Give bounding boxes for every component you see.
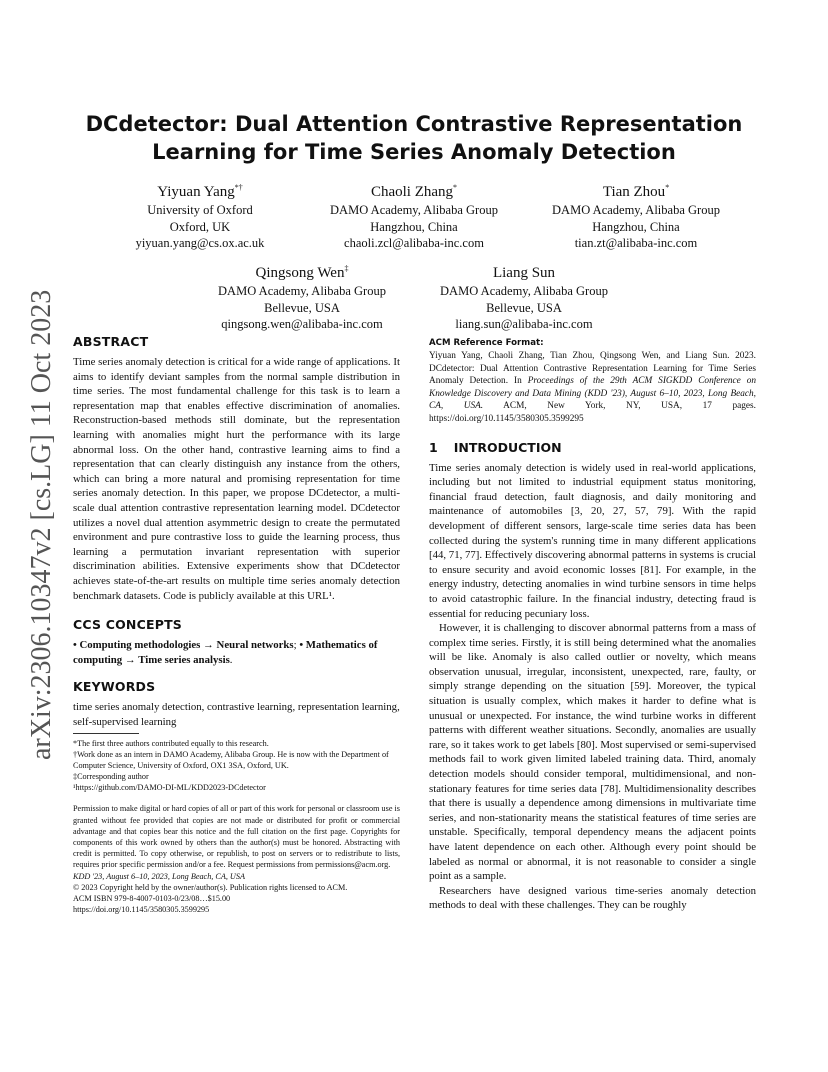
paper-title: DCdetector: Dual Attention Contrastive Representation Learning for Time Series Anomaly Detection xyxy=(85,112,743,164)
author-email[interactable]: liang.sun@alibaba-inc.com xyxy=(455,317,593,331)
acm-ref-end: ACM, New York, NY, USA, 17 pages. https://doi.org/10.1145/3580305.3599295 xyxy=(429,401,756,424)
conference-info: KDD '23, August 6–10, 2023, Long Beach, CA, USA xyxy=(73,871,245,881)
keywords-text: time series anomaly detection, contrastive learning, representation learning, self-supervised learning xyxy=(73,701,400,728)
author-mark: * xyxy=(453,183,458,192)
author-name: Qingsong Wen xyxy=(255,265,345,281)
author-location: Oxford, UK xyxy=(169,219,231,234)
author-location: Hangzhou, China xyxy=(592,219,680,234)
author-name: Liang Sun xyxy=(492,265,556,281)
author-block xyxy=(304,178,524,252)
author-email[interactable]: tian.zt@alibaba-inc.com xyxy=(574,236,698,250)
author-name: Chaoli Zhang xyxy=(370,184,454,200)
ccs-separator: ; xyxy=(293,639,300,652)
author-affiliation: University of Oxford xyxy=(147,203,253,217)
section-number: 1 xyxy=(429,439,438,455)
author-location: Bellevue, USA xyxy=(486,300,562,315)
intro-paragraph: However, it is challenging to discover abnormal patterns from a mass of complex time series. Firstly, it is still being determined what the anomalies will be like. Anomaly is also called outlier or novelty, which means observation unusual, irregular, inconsistent, unexpected, rare, faulty, or simply strange depending on the situation [59]. Moreover, the typical situation is usually complex, which makes it harder to define what is unusual or unexpected. For instance, the wind turbine works in different patterns with different weather situations. Secondly, anomalies are usually rare, so it takes work to get labels [80]. Most supervised or semi-supervised methods fail to work given limited labeled training data. Third, anomaly detection models should consider temporal, multidimensional, and non-stationary features for time series data [78]. Multidimensionality describes that there is usually a dependence among dimensions in multivariate time series, and non-stationarity means the statistical features of time series are unstable. Specifically, temporal dependency means the adjacent points have latent dependence on each other. Although every point should be labeled as normal or abnormal, it is not reasonable to consider a single point as a sample. xyxy=(429,622,756,883)
ccs-concepts xyxy=(73,638,400,667)
author-email[interactable]: chaoli.zcl@alibaba-inc.com xyxy=(344,236,484,250)
author-name: Tian Zhou xyxy=(602,184,666,200)
doi-link[interactable]: https://doi.org/10.1145/3580305.3599295 xyxy=(73,905,210,915)
acm-ref-plain: Yiyuan Yang, Chaoli Zhang, Tian Zhou, Qingsong Wen, and Liang Sun. 2023. DCdetector: Dual Attention Contrastive Representation Learning for Time Series Anomaly Detection. In xyxy=(429,351,756,387)
author-mark: * xyxy=(665,183,670,192)
author-email[interactable]: qingsong.wen@alibaba-inc.com xyxy=(221,317,383,331)
footnote: ‡Corresponding author xyxy=(73,772,149,782)
author-mark: *† xyxy=(234,183,243,192)
ccs-item: • Computing methodologies → Neural networks xyxy=(73,639,294,652)
ccs-end: . xyxy=(229,653,233,666)
keywords-heading: KEYWORDS xyxy=(73,679,156,695)
ccs-heading: CCS CONCEPTS xyxy=(73,617,182,633)
author-block xyxy=(192,259,412,333)
footnote-link[interactable]: ¹https://github.com/DAMO-DI-ML/KDD2023-DCdetector xyxy=(73,783,266,793)
author-block xyxy=(526,178,746,252)
right-column xyxy=(429,338,756,913)
ccs-item: • Mathematics of computing → Time series analysis xyxy=(73,639,378,666)
author-block xyxy=(100,178,300,252)
footnote-rule xyxy=(73,733,139,734)
abstract-heading: ABSTRACT xyxy=(73,334,149,349)
acm-ref-italic: Proceedings of the 29th ACM SIGKDD Conference on Knowledge Discovery and Data Mining (KDD '23), August 6–10, 2023, Long Beach, CA, USA. xyxy=(429,376,756,412)
permission-notice: Permission to make digital or hard copies of all or part of this work for personal or classroom use is granted without fee provided that copies are not made or distributed for profit or commercial advantage and that copies bear this notice and the full citation on the first page. Copyrights for components of this work owned by others than the author(s) must be honored. Abstracting with credit is permitted. To copy otherwise, or republish, to post on servers or to redistribute to lists, requires prior specific permission and/or a fee. Request permissions from permissions@acm.org. xyxy=(73,804,400,870)
author-block xyxy=(414,259,634,333)
author-mark: ‡ xyxy=(344,264,349,273)
acm-reference-heading: ACM Reference Format: xyxy=(429,338,544,348)
author-affiliation: DAMO Academy, Alibaba Group xyxy=(440,284,608,298)
footnote: †Work done as an intern in DAMO Academy, Alibaba Group. He is now with the Department of Computer Science, University of Oxford, OX1 3SA, Oxford, UK. xyxy=(73,750,389,771)
section-title: INTRODUCTION xyxy=(453,439,562,455)
introduction-heading xyxy=(429,440,756,455)
arxiv-identifier: arXiv:2306.10347v2 [cs.LG] 11 Oct 2023 xyxy=(26,289,57,760)
left-column xyxy=(73,334,400,916)
intro-paragraph: Researchers have designed various time-series anomaly detection methods to deal with these challenges. They can be roughly xyxy=(429,884,756,912)
author-location: Hangzhou, China xyxy=(370,219,458,234)
author-location: Bellevue, USA xyxy=(264,300,340,315)
isbn: ACM ISBN 979-8-4007-0103-0/23/08…$15.00 xyxy=(73,894,231,904)
author-affiliation: DAMO Academy, Alibaba Group xyxy=(552,203,720,217)
author-affiliation: DAMO Academy, Alibaba Group xyxy=(218,284,386,298)
footnote: *The first three authors contributed equally to this research. xyxy=(73,739,269,749)
author-name: Yiyuan Yang xyxy=(157,184,235,200)
intro-paragraph: Time series anomaly detection is widely used in real-world applications, including but not limited to industrial equipment status monitoring, financial fraud detection, fault diagnosis, and daily monitoring and maintenance of automobiles [3, 20, 27, 57, 79]. With the rapid development of different sensors, large-scale time series data has been collected during the system's running time in many different applications [44, 71, 77]. Effectively discovering abnormal patterns in systems is crucial to ensure security and avoid economic losses [81]. For example, in the energy industry, detecting anomalies in wind turbine sensors in time helps to avoid catastrophic failure. In the financial industry, detecting fraud is essential for reducing pecuniary loss. xyxy=(429,461,756,620)
author-email[interactable]: yiyuan.yang@cs.ox.ac.uk xyxy=(135,236,265,250)
copyright-notice: © 2023 Copyright held by the owner/author(s). Publication rights licensed to ACM. xyxy=(73,882,348,892)
author-affiliation: DAMO Academy, Alibaba Group xyxy=(330,203,498,217)
acm-reference-text xyxy=(429,350,756,426)
abstract-text: Time series anomaly detection is critical for a wide range of applications. It aims to identify deviant samples from the normal sample distribution in time series. The most fundamental challenge for this task is to learn a representation map that enables effective discrimination of anomalies. Reconstruction-based methods still dominate, but the representation learning with anomalies might hurt the performance with its large abnormal loss. On the other hand, contrastive learning aims to find a representation that can clearly distinguish any instance from the others, which can bring a more natural and promising representation for time series anomaly detection. In this paper, we propose DCdetector, a multi-scale dual attention contrastive representation learning model. DCdetector utilizes a novel dual attention asymmetric design to create the permutated environment and pure contrastive loss to guide the learning process, thus learning a permutation invariant representation with superior discrimination abilities. Extensive experiments show that DCdetector achieves state-of-the-art results on multiple time series anomaly detection benchmark datasets. Code is publicly available at this URL¹. xyxy=(73,356,400,602)
